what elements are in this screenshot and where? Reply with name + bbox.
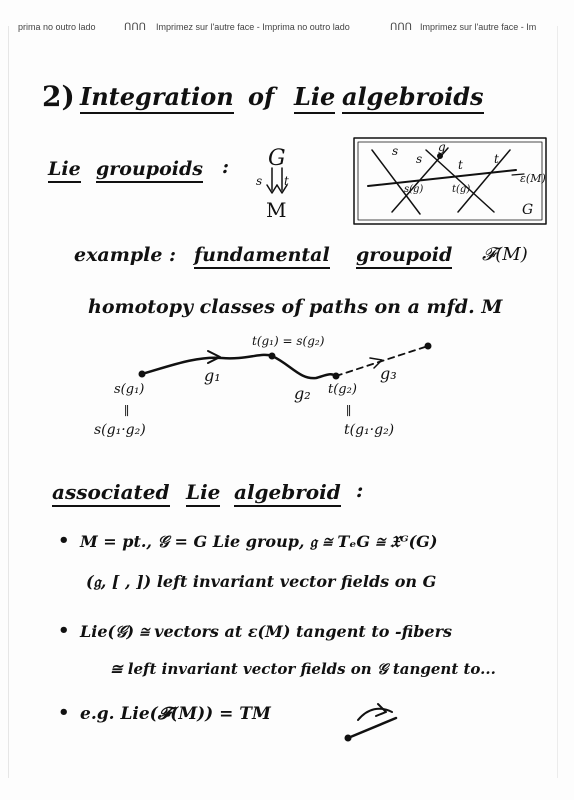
groupoid-word: groupoid — [356, 244, 452, 269]
box-label-g: g — [438, 140, 446, 154]
source-map-label: s — [256, 174, 263, 188]
bullet-1: • — [58, 530, 70, 551]
label-s-g1g2: s(g₁·g₂) — [94, 422, 146, 438]
algebroid-colon: : — [356, 478, 364, 502]
label-t-g1-equals-s-g2: t(g₁) = s(g₂) — [252, 334, 325, 348]
bullet-3-text: e.g. Lie(𝓕(M)) = TM — [80, 704, 271, 724]
heading-word-lie: Lie — [294, 82, 335, 114]
box-point-g — [438, 154, 443, 159]
tangent-sketch-point — [345, 735, 351, 741]
path-g3-arrowhead — [370, 358, 382, 368]
example-label: example : — [74, 244, 177, 266]
section-number: 2) — [42, 80, 75, 113]
bullet-2: • — [58, 620, 70, 641]
equals-sign-left: ∥ — [124, 404, 130, 418]
box-label-t-mid: t — [458, 158, 463, 172]
label-g3: g₃ — [380, 364, 397, 383]
path-g1 — [142, 355, 272, 374]
algebroid-word: algebroid — [234, 480, 341, 507]
print-strip-text-1: prima no outro lado — [18, 22, 96, 32]
groupoids-word: groupoids — [96, 158, 203, 183]
heading-word-integration: Integration — [80, 82, 234, 114]
print-strip-glyph-2: ՈՈՈ — [390, 22, 412, 33]
bullet-2-line-1: Lie(𝒢) ≅ vectors at ε(M) tangent to -fibers — [80, 622, 453, 641]
equals-sign-right: ∥ — [346, 404, 352, 418]
base-manifold-m: M — [266, 198, 287, 222]
box-label-tg: t(g) — [452, 184, 471, 195]
bullet-1-line-1: M = pt., 𝒢 = G Lie group, 𝔤 ≅ TₑG ≅ 𝔛ᴳ(G) — [80, 532, 438, 551]
associated-word: associated — [52, 480, 170, 507]
lie-word-2: Lie — [186, 480, 220, 507]
box-label-g-corner: G — [522, 202, 534, 218]
unit-section-line — [368, 170, 516, 186]
unit-section-arrow — [512, 174, 524, 175]
groupoid-diagram-inner-frame — [358, 142, 542, 220]
lie-word: Lie — [48, 158, 81, 183]
print-strip-text-2: Imprimez sur l'autre face - Imprima no outro lado — [156, 22, 350, 32]
tangent-sketch-arrowhead — [376, 704, 386, 716]
target-map-label: t — [284, 174, 289, 188]
tangent-sketch-curve — [358, 709, 392, 720]
homotopy-sentence: homotopy classes of paths on a mfd. M — [88, 296, 503, 318]
bullet-1-line-2: (𝔤, [ , ]) left invariant vector fields on G — [86, 572, 437, 591]
label-t-g1g2: t(g₁·g₂) — [344, 422, 395, 438]
groupoids-colon: : — [222, 156, 230, 178]
label-s-g1: s(g₁) — [114, 382, 145, 397]
box-label-s-mid: s — [416, 152, 423, 166]
label-g2: g₂ — [294, 384, 311, 403]
path-g3-end-point — [425, 343, 431, 349]
label-g1: g₁ — [204, 366, 221, 385]
tangent-sketch-base — [348, 718, 396, 738]
bullet-3: • — [58, 702, 70, 723]
bullet-2-line-2: ≅ left invariant vector fields on 𝒢 tangent to... — [110, 660, 496, 678]
print-strip-glyph-1: ՈՈՈ — [124, 22, 146, 33]
label-t-g2: t(g₂) — [328, 382, 357, 397]
heading-word-algebroids: algebroids — [342, 82, 484, 114]
fundamental-groupoid-notation: 𝓕(M) — [482, 244, 528, 265]
heading-word-of: of — [248, 82, 275, 111]
box-label-sg: s(g) — [404, 184, 424, 195]
box-label-s-left: s — [392, 144, 399, 158]
path-g2 — [272, 356, 336, 378]
groupoid-diagram-frame — [354, 138, 546, 224]
groupoid-letter-g: G — [268, 146, 286, 171]
box-label-epsilon-m: ε(M) — [520, 172, 546, 185]
box-label-t-right: t — [494, 152, 499, 166]
print-strip-text-3: Imprimez sur l'autre face - Im — [420, 22, 537, 32]
fundamental-word: fundamental — [194, 244, 330, 269]
